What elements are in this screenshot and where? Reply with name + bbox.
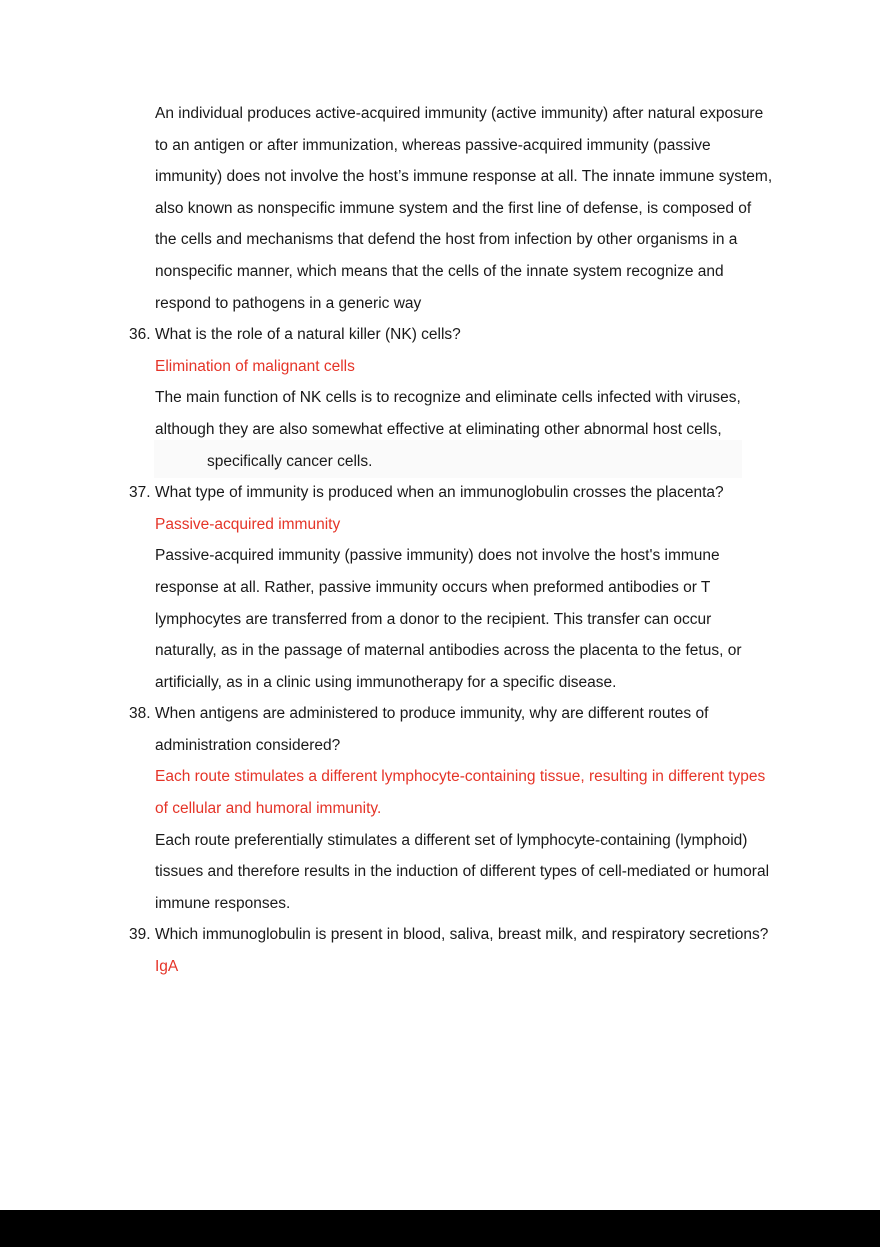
- answer-text: IgA: [155, 958, 179, 976]
- answer-text: Elimination of malignant cells: [155, 357, 355, 375]
- question-item-36: [129, 319, 775, 477]
- question-number: 36.: [129, 326, 151, 344]
- question-text: What is the role of a natural killer (NK) cells?: [155, 326, 461, 344]
- question-text: When antigens are administered to produce immunity, why are different routes of administration considered?: [155, 705, 709, 754]
- question-number: 37.: [129, 484, 151, 502]
- intro-paragraph: An individual produces active-acquired immunity (active immunity) after natural exposure to an antigen or after immunization, whereas passive-acquired immunity (passive immunity) does not involve the host’s immune response at all. The innate immune system, also known as nonspecific immune system and the first line of defense, is composed of the cells and mechanisms that defend the host from infection by other organisms in a nonspecific manner, which means that the cells of the innate system recognize and respond to pathogens in a generic way: [155, 105, 773, 312]
- document-content: [129, 98, 775, 983]
- question-item-39: [129, 919, 775, 982]
- answer-text: Passive-acquired immunity: [155, 515, 341, 533]
- explanation-text: Each route preferentially stimulates a different set of lymphocyte-containing (lymphoid) tissues and therefore results in the induction of different types of cell-mediated or humoral immune responses.: [155, 831, 770, 912]
- question-body: [155, 477, 775, 698]
- question-number: 39.: [129, 926, 151, 944]
- question-number: 38.: [129, 705, 151, 723]
- explanation-text: The main function of NK cells is to recognize and eliminate cells infected with viruses, although they are also somewhat effective at eliminating other abnormal host cells,: [155, 389, 741, 438]
- question-body: [155, 319, 775, 477]
- question-text: What type of immunity is produced when an immunoglobulin crosses the placenta?: [155, 484, 724, 502]
- question-body: [155, 919, 775, 982]
- bottom-black-bar: [0, 1210, 880, 1247]
- answer-text: Each route stimulates a different lymphocyte-containing tissue, resulting in different types of cellular and humoral immunity.: [155, 768, 766, 818]
- question-text: Which immunoglobulin is present in blood, saliva, breast milk, and respiratory secretions?: [155, 926, 769, 944]
- question-body: [155, 698, 775, 919]
- explanation-continued: specifically cancer cells.: [207, 452, 373, 470]
- question-item-38: [129, 698, 775, 919]
- explanation-text: Passive-acquired immunity (passive immunity) does not involve the host's immune response at all. Rather, passive immunity occurs when preformed antibodies or T lymphocytes are transferred from a donor to the recipient. This transfer can occur naturally, as in the passage of maternal antibodies across the placenta to the fetus, or artificially, as in a clinic using immunotherapy for a specific disease.: [155, 547, 742, 691]
- question-item-37: [129, 477, 775, 698]
